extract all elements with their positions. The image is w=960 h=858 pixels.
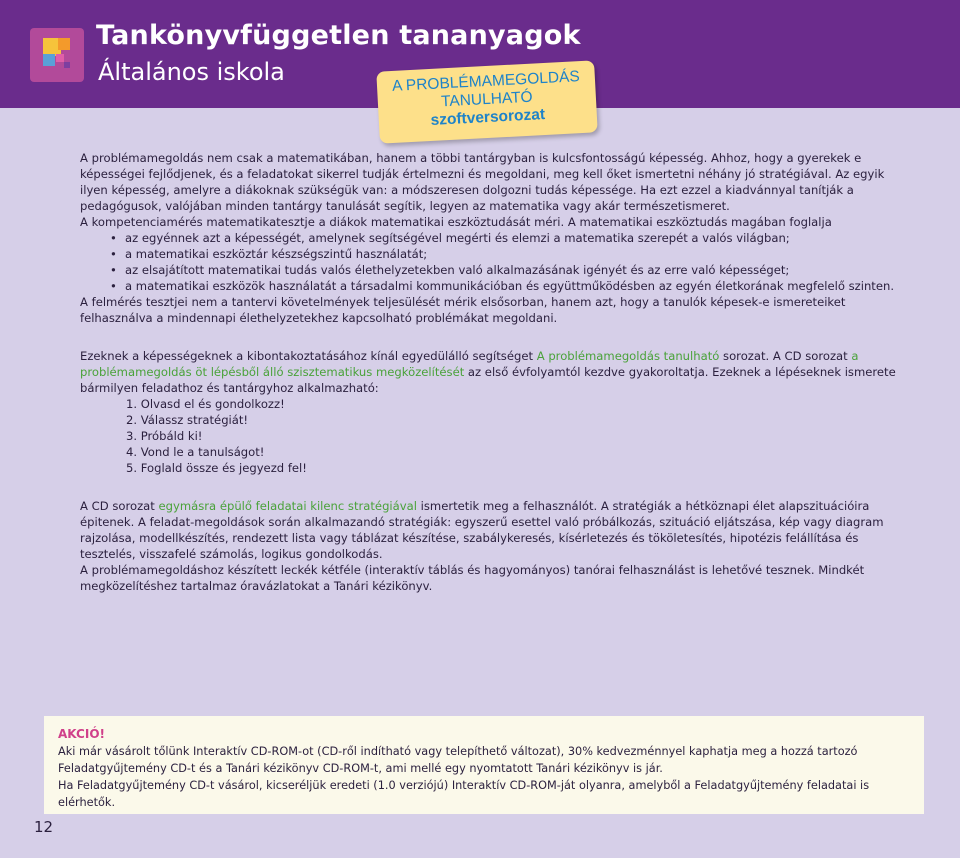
steps-list (80, 396, 910, 476)
paragraph-intro: A problémamegoldás nem csak a matematikában, hanem a többi tantárgyban is kulcsfontosságú képesség. Ahhoz, hogy a gyerekek e képességei fejlődjenek, és a feladatokat sikerrel tudják értelmezni és megoldani, meg kell őket ismertetni néhány jó stratégiával. Az egyik ilyen képesség, amelyre a diákoknak szükségük van: a módszeresen dolgozni tudás képessége. Ha ezt ezzel a kiadvánnyal tanítják a pedagógusok, valójában minden tantárgy tanulását segítik, legyen az matematika vagy akár természetismeret. (80, 151, 885, 213)
page-number: 12 (34, 818, 54, 836)
paragraph-series: Ezeknek a képességeknek a kibontakoztatásához kínál egyedülálló segítséget A problémamegoldás tanulható sorozat. A CD sorozat a problémamegoldás öt lépésből álló szisztematikus megközelítését az első évfolyamtól kezdve gyakoroltatja. Ezeknek a lépéseknek ismerete bármilyen feladathoz és tantárgyhoz alkalmazható: (80, 349, 896, 395)
list-item: 4. Vond le a tanulságot! (126, 445, 265, 459)
list-item: 3. Próbáld ki! (126, 429, 203, 443)
paragraph-lessons: A problémamegoldáshoz készített leckék kétféle (interaktív táblás és hagyományos) tanórai felhasználást is lehetővé tesznek. Mindkét megközelítéshez tartalmaz óravázlatokat a Tanári kézikönyv. (80, 563, 865, 593)
badge-line-3: szoftversorozat (430, 105, 546, 129)
promo-title: AKCIÓ! (58, 727, 105, 741)
promo-box (44, 716, 924, 814)
header-title: Tankönyvfüggetlen tananyagok (96, 20, 581, 51)
list-item: 5. Foglald össze és jegyezd fel! (126, 461, 307, 475)
list-item: • az elsajátított matematikai tudás valós élethelyzetekben való alkalmazásának igényét és az erre való képességet; (80, 262, 910, 278)
colored-squares-logo-icon (30, 28, 84, 82)
main-content (80, 150, 910, 594)
list-item: • a matematikai eszköztár készségszintű használatát; (80, 246, 910, 262)
badge-line-1: A PROBLÉMAMEGOLDÁS (391, 68, 581, 95)
paragraph-competency: A kompetenciamérés matematikatesztje a diákok matematikai eszköztudását méri. A matematikai eszköztudás magában foglalja (80, 215, 832, 229)
list-item: • a matematikai eszközök használatát a társadalmi kommunikációban és együttműködésben az egyén életkorának megfelelő szinten. (80, 278, 910, 294)
competency-list (80, 230, 910, 294)
paragraph-strategies: A CD sorozat egymásra épülő feladatai kilenc stratégiával ismertetik meg a felhasználót. A stratégiák a hétköznapi élet alapszituációira épitenek. A feladat-megoldások során alkalmazandó stratégiák: egyszerű esettel való próbálkozás, szituáció eljátszása, kép vagy diagram rajzolása, modellkészítés, rendezett lista vagy táblázat készítése, szabálykeresés, kísérletezés és tököletesítés, hipotézis felállítása és tesztelés, visszafelé számolás, logikus gondolkodás. (80, 499, 884, 561)
series-badge (376, 60, 597, 143)
list-item: 2. Válassz stratégiát! (126, 413, 249, 427)
list-item: • az egyénnek azt a képességét, amelynek segítségével megérti és elemzi a matematika szerepét a valós világban; (80, 230, 910, 246)
paragraph-assessment: A felmérés tesztjei nem a tantervi követelmények teljesülését mérik elsősorban, hanem azt, hogy a tanulók képesek-e ismereteiket felhasználva a mindennapi élethelyzetekhez kapcsolható problémákat megoldani. (80, 295, 846, 325)
header-subtitle: Általános iskola (98, 58, 285, 86)
list-item: 1. Olvasd el és gondolkozz! (126, 397, 285, 411)
promo-text-1: Aki már vásárolt tőlünk Interaktív CD-ROM-ot (CD-ről indítható vagy telepíthető változat), 30% kedvezménnyel kaphatja meg a hozzá tartozó Feladatgyűjtemény CD-t és a Tanári kézikönyv CD-ROM-t, ami mellé egy nyomtatott Tanári kézikönyv is jár. (58, 745, 858, 775)
promo-text-2: Ha Feladatgyűjtemény CD-t vásárol, kicseréljük eredeti (1.0 verziójú) Interaktív CD-ROM-ját olyanra, amelyből a Feladatgyűjtemény feladatai is elérhetők. (58, 779, 870, 809)
badge-line-2: TANULHATÓ (440, 88, 534, 111)
